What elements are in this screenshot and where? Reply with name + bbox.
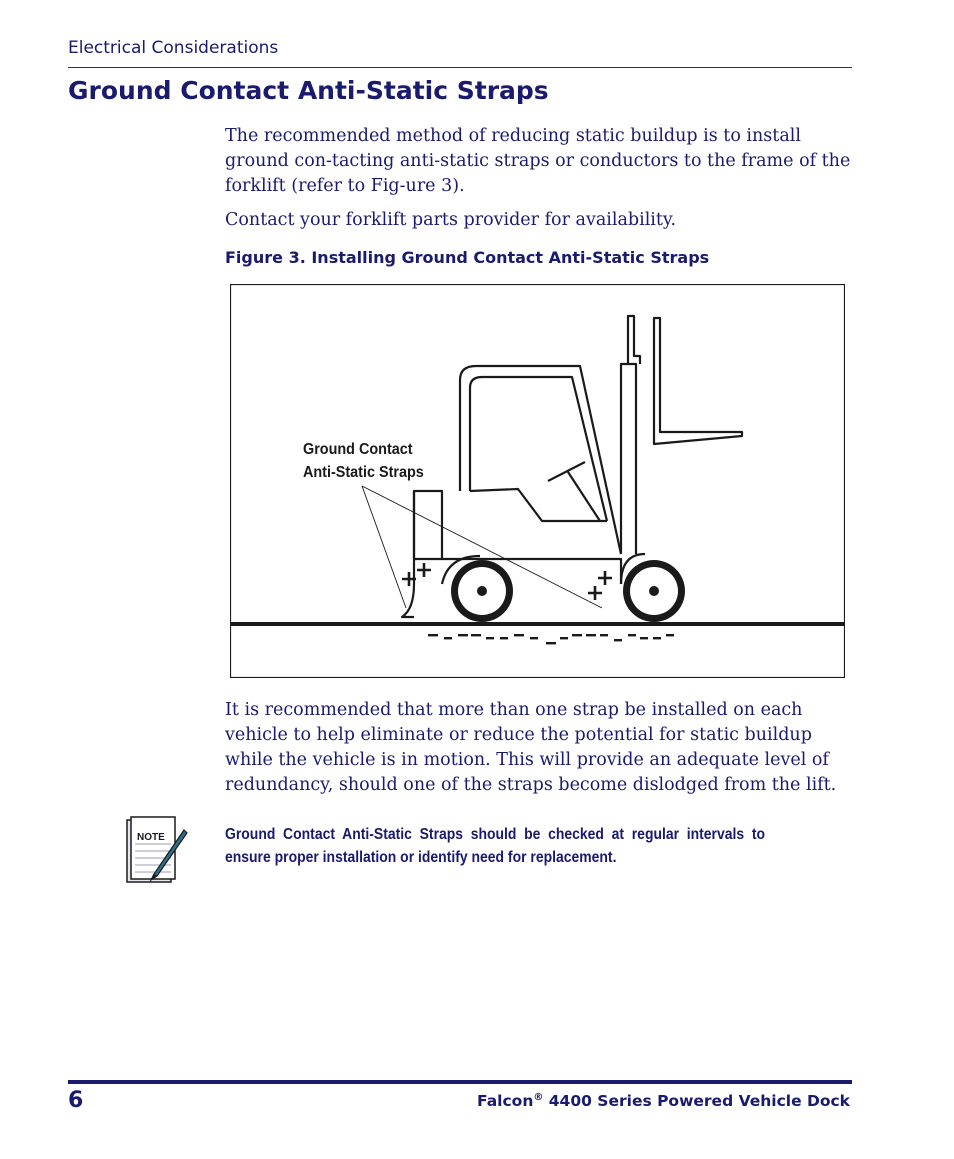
rear-wheel: [451, 560, 513, 622]
header-rule: [68, 67, 852, 68]
product-name: 4400 Series Powered Vehicle Dock: [543, 1092, 850, 1111]
paragraph-intro: The recommended method of reducing static buildup is to install ground con-tacting anti-static straps or conductors to the frame of the forklift (refer to Fig-ure 3).: [225, 126, 851, 196]
page-number: 6: [68, 1088, 84, 1113]
registered-mark: ®: [533, 1092, 544, 1103]
note-text: Ground Contact Anti-Static Straps should be checked at regular intervals to ensure proper installation or identify need for replacement.: [225, 826, 765, 866]
front-wheel: [623, 560, 685, 622]
note-icon-label: NOTE: [137, 832, 165, 843]
running-head: Electrical Considerations: [68, 38, 279, 58]
paragraph-availability: Contact your forklift parts provider for availability.: [225, 210, 677, 230]
callout-label-line2: Anti-Static Straps: [303, 463, 424, 482]
paragraph-redundancy: It is recommended that more than one strap be installed on each vehicle to help eliminate or reduce the potential for static buildup while the vehicle is in motion. This will provide an adequate level of redundancy, should one of the straps become dislodged from the lift.: [225, 700, 837, 795]
forklift-figure: [230, 284, 845, 678]
figure-caption: Figure 3. Installing Ground Contact Anti-Static Straps: [225, 248, 710, 267]
callout-label-line1: Ground Contact: [303, 440, 413, 459]
footer-rule: [68, 1080, 852, 1084]
document-title: [477, 1092, 850, 1110]
brand-name: Falcon: [477, 1092, 534, 1111]
note-icon: [124, 814, 190, 886]
ground-line: [231, 622, 844, 626]
section-title: Ground Contact Anti-Static Straps: [68, 76, 549, 105]
